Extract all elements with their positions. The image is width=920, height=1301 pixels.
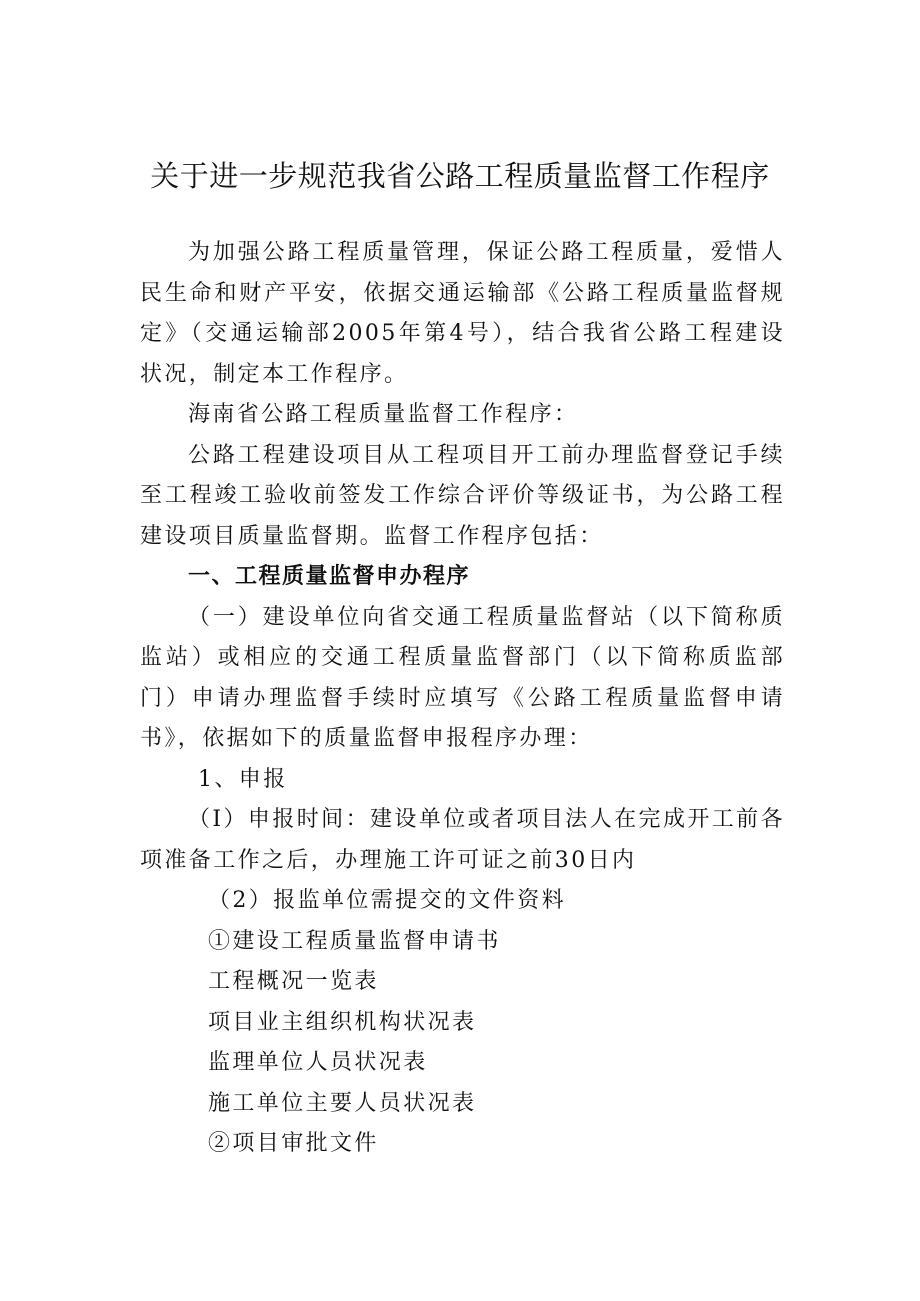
list-item: ①建设工程质量监督申请书 xyxy=(208,928,501,954)
program-title-paragraph: 海南省公路工程质量监督工作程序： xyxy=(188,402,579,427)
step-time-paragraph: （I）申报时间：建设单位或者项目法人在完成开工前各项准备工作之后，办理施工许可证之前30日内 xyxy=(140,807,785,873)
document-body xyxy=(140,233,785,1165)
list-item: ②项目审批文件 xyxy=(208,1131,379,1156)
document-title: 关于进一步规范我省公路工程质量监督工作程序 xyxy=(150,159,770,193)
list-item: 监理单位人员状况表 xyxy=(208,1050,428,1075)
list-item: 工程概况一览表 xyxy=(208,969,379,994)
step-docs-paragraph: （2）报监单位需提交的文件资料 xyxy=(208,888,566,913)
section-subparagraph: （一）建设单位向省交通工程质量监督站（以下简称质监站）或相应的交通工程质量监督部门（以下简称质监部门）申请办理监督手续时应填写《公路工程质量监督申请书》，依据如下的质量监督申报程序办理： xyxy=(140,604,785,751)
step-heading: 1、申报 xyxy=(198,766,288,792)
scope-paragraph: 公路工程建设项目从工程项目开工前办理监督登记手续至工程竣工验收前签发工作综合评价等级证书，为公路工程建设项目质量监督期。监督工作程序包括： xyxy=(140,442,785,549)
list-item: 施工单位主要人员状况表 xyxy=(208,1090,477,1116)
section-heading: 一、工程质量监督申办程序 xyxy=(188,564,471,589)
list-item: 项目业主组织机构状况表 xyxy=(208,1009,477,1035)
intro-paragraph: 为加强公路工程质量管理，保证公路工程质量，爱惜人民生命和财产平安，依据交通运输部《公路工程质量监督规定》（交通运输部2005年第4号），结合我省公路工程建设状况，制定本工作程序。 xyxy=(140,240,785,387)
